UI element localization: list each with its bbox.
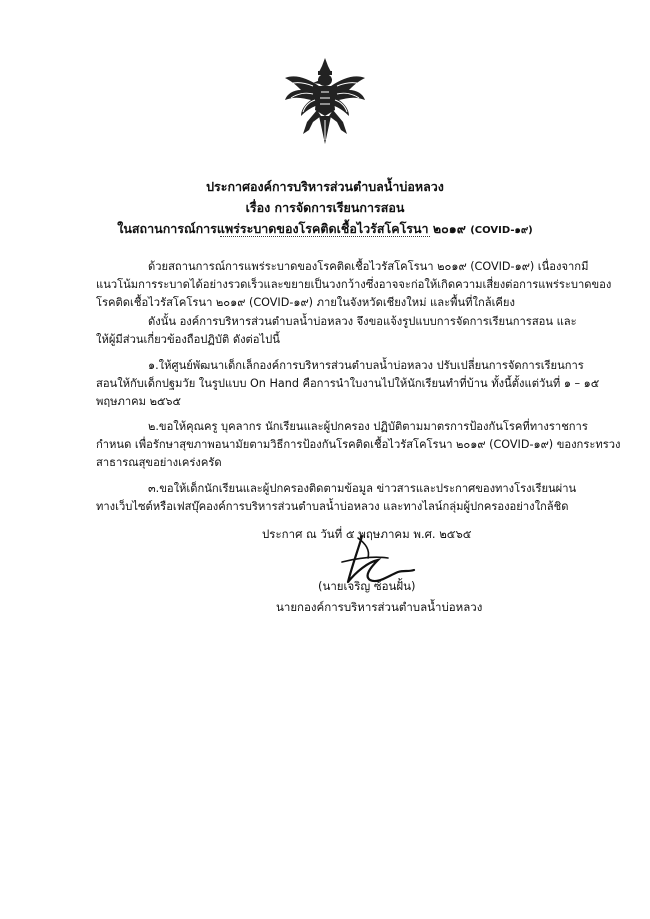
item-2-line-1: ๒.ขอให้คุณครู บุคลากร นักเรียนและผู้ปกครอง ปฏิบัติตามมาตรการป้องกันโรคที่ทางราชการ [148,420,588,433]
announcement-subject: เรื่อง การจัดการเรียนการสอน [245,200,405,215]
paragraph-1-line-1: ด้วยสถานการณ์การแพร่ระบาดของโรคติดเชื้อไวรัสโคโรนา ๒๐๑๙ (COVID-๑๙) เนื่องจากมี [148,260,589,273]
signatory-position: นายกองค์การบริหารส่วนตำบลน้ำบ่อหลวง [276,600,483,614]
signatory-name: (นายเจริญ ซ้อนฝั้น) [318,579,416,593]
header-divider [220,236,430,237]
item-2-line-2: กำหนด เพื่อรักษาสุขภาพอนามัยตามวิธีการป้องกันโรคติดเชื้อไวรัสโคโรนา ๒๐๑๙ (COVID-๑๙) ของกระทรวง [96,438,621,451]
item-2-line-3: สาธารณสุขอย่างเคร่งครัด [96,456,222,469]
paragraph-2-line-1: ดังนั้น องค์การบริหารส่วนตำบลน้ำบ่อหลวง จึงขอแจ้งรูปแบบการจัดการเรียนการสอน และ [148,315,577,328]
paragraph-1-line-3: โรคติดเชื้อไวรัสโคโรนา ๒๐๑๙ (COVID-๑๙) ภายในจังหวัดเชียงใหม่ และพื้นที่ใกล้เคียง [96,296,515,309]
garuda-emblem-icon [283,56,367,148]
context-covid-label: (COVID-๑๙) [470,225,533,236]
paragraph-2-line-2: ให้ผู้มีส่วนเกี่ยวข้องถือปฏิบัติ ดังต่อไปนี้ [96,333,280,346]
item-3-line-1: ๓.ขอให้เด็กนักเรียนและผู้ปกครองติดตามข้อมูล ข่าวสารและประกาศของทางโรงเรียนผ่าน [148,482,577,495]
context-main: ในสถานการณ์การแพร่ระบาดของโรคติดเชื้อไวรัสโคโรนา ๒๐๑๙ [117,221,466,236]
item-1-line-3: พฤษภาคม ๒๕๖๕ [96,395,182,408]
item-1-line-2: สอนให้กับเด็กปฐมวัย ในรูปแบบ On Hand คือการนำใบงานไปให้นักเรียนทำที่บ้าน ทั้งนี้ตั้งแต่วันที่ ๑ – ๑๕ [96,377,600,390]
paragraph-1-line-2: แนวโน้มการระบาดได้อย่างรวดเร็วและขยายเป็นวงกว้างซึ่งอาจจะก่อให้เกิดความเสี่ยงต่อการแพร่ระบาดของ [96,278,612,291]
item-3-line-2: ทางเว็บไซต์หรือเฟสบุ๊คองค์การบริหารส่วนตำบลน้ำบ่อหลวง และทางไลน์กลุ่มผู้ปกครองอย่างใกล้ชิด [96,500,569,513]
announcement-context [60,218,590,241]
item-1-line-1: ๑.ให้ศูนย์พัฒนาเด็กเล็กองค์การบริหารส่วนตำบลน้ำบ่อหลวง ปรับเปลี่ยนการจัดการเรียนการ [148,359,584,372]
announcement-title: ประกาศองค์การบริหารส่วนตำบลน้ำบ่อหลวง [206,179,444,194]
announcement-date: ประกาศ ณ วันที่ ๕ พฤษภาคม พ.ศ. ๒๕๖๕ [262,527,472,541]
